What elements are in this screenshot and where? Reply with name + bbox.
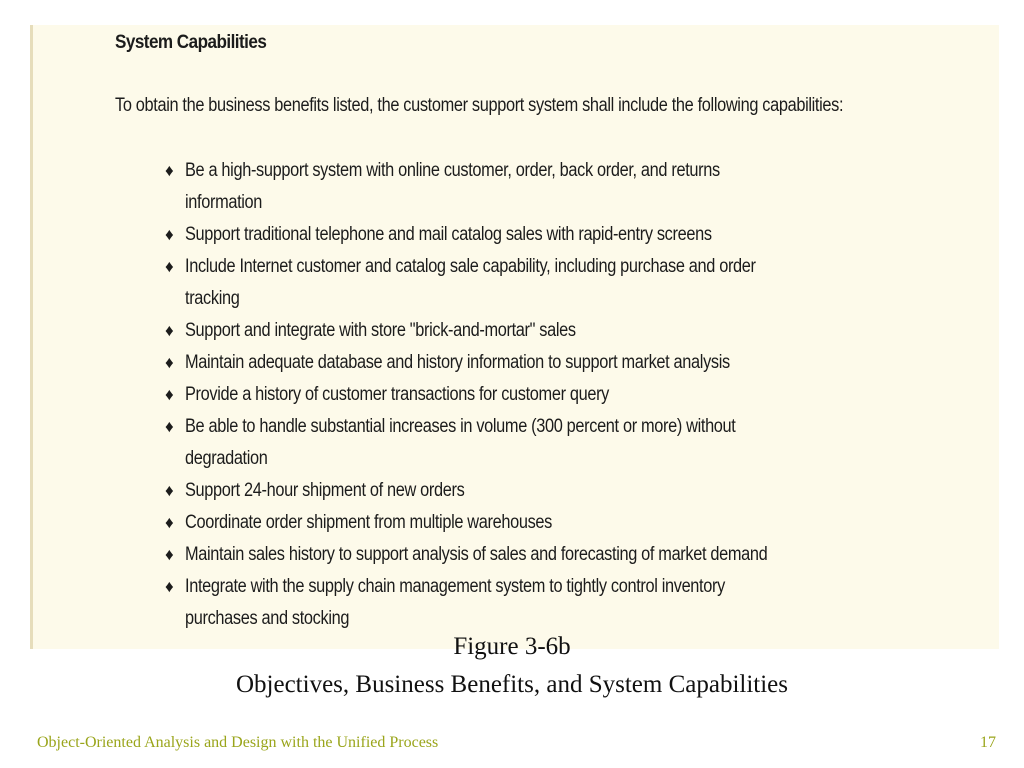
capability-text: Maintain adequate database and history information to support market analysis xyxy=(185,352,730,373)
capability-item xyxy=(160,315,840,347)
figure-number: Figure 3-6b xyxy=(453,633,571,660)
panel-intro-text: To obtain the business benefits listed, the customer support system shall include the following capabilities: xyxy=(115,95,844,116)
capability-text: Integrate with the supply chain management system to tightly control inventory purchases and stocking xyxy=(185,576,725,629)
capability-text: Support traditional telephone and mail catalog sales with rapid-entry screens xyxy=(185,224,712,245)
footer-page-number: 17 xyxy=(980,734,996,751)
diamond-bullet-icon: ♦ xyxy=(165,481,174,500)
capability-item xyxy=(160,347,840,379)
capability-item xyxy=(160,219,840,251)
capability-text: Maintain sales history to support analysis of sales and forecasting of market demand xyxy=(185,544,768,565)
capability-item xyxy=(160,571,840,635)
capability-text: Be a high-support system with online customer, order, back order, and returns information xyxy=(185,160,720,213)
capability-text: Support and integrate with store "brick-and-mortar" sales xyxy=(185,320,576,341)
capability-item xyxy=(160,539,840,571)
capability-item xyxy=(160,155,840,219)
capability-item xyxy=(160,251,840,315)
diamond-bullet-icon: ♦ xyxy=(165,321,174,340)
footer-course-title: Object-Oriented Analysis and Design with the Unified Process xyxy=(37,734,439,751)
capability-item xyxy=(160,507,840,539)
figure-title: Objectives, Business Benefits, and System Capabilities xyxy=(235,671,788,698)
diamond-bullet-icon: ♦ xyxy=(165,577,174,596)
capabilities-list xyxy=(160,155,840,635)
panel-left-border xyxy=(30,25,33,649)
capability-item xyxy=(160,475,840,507)
capability-text: Be able to handle substantial increases in volume (300 percent or more) without degradation xyxy=(185,416,736,469)
panel-title: System Capabilities xyxy=(115,32,267,53)
diamond-bullet-icon: ♦ xyxy=(165,545,174,564)
diamond-bullet-icon: ♦ xyxy=(165,513,174,532)
diamond-bullet-icon: ♦ xyxy=(165,225,174,244)
diamond-bullet-icon: ♦ xyxy=(165,257,174,276)
diamond-bullet-icon: ♦ xyxy=(165,417,174,436)
capability-text: Support 24-hour shipment of new orders xyxy=(185,480,465,501)
capability-item xyxy=(160,379,840,411)
diamond-bullet-icon: ♦ xyxy=(165,353,174,372)
diamond-bullet-icon: ♦ xyxy=(165,385,174,404)
capability-text: Include Internet customer and catalog sale capability, including purchase and order tracking xyxy=(185,256,756,309)
capability-text: Coordinate order shipment from multiple warehouses xyxy=(185,512,552,533)
capability-item xyxy=(160,411,840,475)
diamond-bullet-icon: ♦ xyxy=(165,161,174,180)
capability-text: Provide a history of customer transactions for customer query xyxy=(185,384,610,405)
